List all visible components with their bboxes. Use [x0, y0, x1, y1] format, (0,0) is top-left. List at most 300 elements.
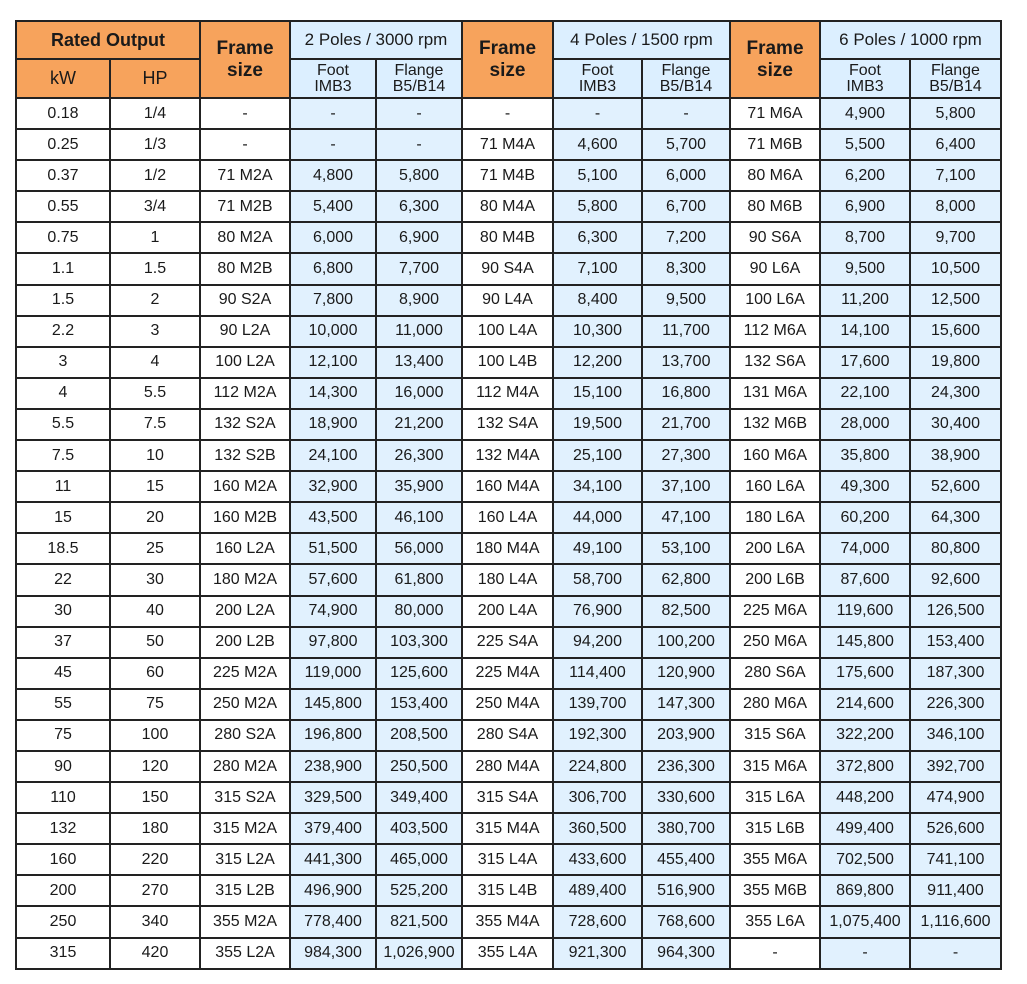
- cell-kw: 0.18: [16, 98, 110, 129]
- cell-foot-6p: 372,800: [820, 751, 910, 782]
- cell-foot-6p: 22,100: [820, 378, 910, 409]
- cell-hp: 30: [110, 564, 200, 595]
- table-row: [16, 844, 1001, 875]
- cell-flange-2p: 1,026,900: [376, 938, 462, 969]
- cell-flange-6p: 38,900: [910, 440, 1001, 471]
- cell-frame-4p: 100 L4B: [462, 347, 553, 378]
- table-row: [16, 720, 1001, 751]
- table-row: [16, 627, 1001, 658]
- flange-label: Flange: [931, 61, 980, 79]
- cell-frame-2p: 100 L2A: [200, 347, 290, 378]
- cell-flange-6p: 9,700: [910, 222, 1001, 253]
- cell-foot-4p: 192,300: [553, 720, 642, 751]
- cell-frame-4p: 280 M4A: [462, 751, 553, 782]
- table-row: [16, 564, 1001, 595]
- cell-foot-2p: 18,900: [290, 409, 376, 440]
- cell-foot-6p: 8,700: [820, 222, 910, 253]
- cell-flange-2p: 6,900: [376, 222, 462, 253]
- cell-foot-4p: 49,100: [553, 533, 642, 564]
- foot-label: Foot: [316, 61, 349, 79]
- cell-frame-2p: 132 S2B: [200, 440, 290, 471]
- cell-frame-4p: 132 M4A: [462, 440, 553, 471]
- cell-foot-4p: 4,600: [553, 129, 642, 160]
- cell-flange-2p: 80,000: [376, 596, 462, 627]
- cell-kw: 200: [16, 875, 110, 906]
- cell-kw: 160: [16, 844, 110, 875]
- cell-frame-4p: 80 M4B: [462, 222, 553, 253]
- table-row: [16, 191, 1001, 222]
- cell-flange-2p: 21,200: [376, 409, 462, 440]
- cell-foot-4p: 7,100: [553, 253, 642, 284]
- cell-flange-6p: 80,800: [910, 533, 1001, 564]
- b5b14-label: B5/B14: [929, 77, 982, 95]
- imb3-label: IMB3: [314, 77, 352, 95]
- flange-header-6p: [910, 59, 1001, 98]
- table-row: [16, 253, 1001, 284]
- cell-foot-2p: 51,500: [290, 533, 376, 564]
- cell-kw: 1.5: [16, 285, 110, 316]
- cell-hp: 2: [110, 285, 200, 316]
- cell-flange-6p: 226,300: [910, 689, 1001, 720]
- cell-foot-2p: 329,500: [290, 782, 376, 813]
- cell-foot-2p: 14,300: [290, 378, 376, 409]
- table-row: [16, 782, 1001, 813]
- cell-frame-2p: 160 M2B: [200, 502, 290, 533]
- cell-flange-6p: 526,600: [910, 813, 1001, 844]
- cell-frame-4p: 280 S4A: [462, 720, 553, 751]
- cell-frame-2p: 355 L2A: [200, 938, 290, 969]
- cell-kw: 22: [16, 564, 110, 595]
- cell-kw: 30: [16, 596, 110, 627]
- cell-frame-4p: 315 M4A: [462, 813, 553, 844]
- cell-flange-4p: 47,100: [642, 502, 730, 533]
- cell-frame-2p: 225 M2A: [200, 658, 290, 689]
- imb3-label: IMB3: [578, 77, 617, 95]
- cell-flange-4p: 6,000: [642, 160, 730, 191]
- cell-foot-6p: 214,600: [820, 689, 910, 720]
- table-row: [16, 751, 1001, 782]
- cell-frame-6p: 71 M6A: [730, 98, 820, 129]
- cell-frame-2p: 355 M2A: [200, 906, 290, 937]
- cell-flange-2p: 7,700: [376, 253, 462, 284]
- cell-flange-4p: 62,800: [642, 564, 730, 595]
- cell-foot-4p: 728,600: [553, 906, 642, 937]
- cell-foot-2p: 4,800: [290, 160, 376, 191]
- cell-foot-6p: 1,075,400: [820, 906, 910, 937]
- cell-foot-6p: 17,600: [820, 347, 910, 378]
- cell-frame-4p: 160 L4A: [462, 502, 553, 533]
- cell-frame-2p: 80 M2A: [200, 222, 290, 253]
- cell-frame-4p: 160 M4A: [462, 471, 553, 502]
- cell-frame-6p: 160 L6A: [730, 471, 820, 502]
- cell-kw: 315: [16, 938, 110, 969]
- cell-frame-6p: 160 M6A: [730, 440, 820, 471]
- cell-flange-6p: 12,500: [910, 285, 1001, 316]
- cell-foot-4p: 360,500: [553, 813, 642, 844]
- cell-kw: 7.5: [16, 440, 110, 471]
- cell-frame-6p: 90 L6A: [730, 253, 820, 284]
- cell-frame-6p: 112 M6A: [730, 316, 820, 347]
- cell-frame-4p: 315 L4B: [462, 875, 553, 906]
- table-row: [16, 222, 1001, 253]
- cell-frame-4p: 100 L4A: [462, 316, 553, 347]
- cell-flange-6p: 30,400: [910, 409, 1001, 440]
- cell-foot-2p: 5,400: [290, 191, 376, 222]
- cell-kw: 0.75: [16, 222, 110, 253]
- cell-foot-2p: 32,900: [290, 471, 376, 502]
- cell-flange-4p: 9,500: [642, 285, 730, 316]
- cell-frame-6p: -: [730, 938, 820, 969]
- cell-foot-2p: -: [290, 98, 376, 129]
- cell-flange-2p: 349,400: [376, 782, 462, 813]
- table-row: [16, 98, 1001, 129]
- hp-header: HP: [110, 59, 200, 98]
- table-body: [16, 98, 1001, 969]
- cell-flange-6p: -: [910, 938, 1001, 969]
- cell-flange-4p: 147,300: [642, 689, 730, 720]
- cell-frame-4p: 112 M4A: [462, 378, 553, 409]
- cell-frame-6p: 132 M6B: [730, 409, 820, 440]
- cell-foot-2p: 379,400: [290, 813, 376, 844]
- cell-flange-2p: 208,500: [376, 720, 462, 751]
- table-row: [16, 471, 1001, 502]
- b5b14-label: B5/B14: [659, 77, 713, 95]
- imb3-label: IMB3: [846, 77, 884, 95]
- table-row: [16, 440, 1001, 471]
- kw-header: kW: [16, 59, 110, 98]
- cell-foot-6p: 9,500: [820, 253, 910, 284]
- cell-hp: 150: [110, 782, 200, 813]
- table-row: [16, 689, 1001, 720]
- cell-frame-2p: 112 M2A: [200, 378, 290, 409]
- cell-flange-2p: 821,500: [376, 906, 462, 937]
- cell-flange-2p: 153,400: [376, 689, 462, 720]
- cell-hp: 1.5: [110, 253, 200, 284]
- cell-frame-2p: 200 L2A: [200, 596, 290, 627]
- cell-foot-2p: 7,800: [290, 285, 376, 316]
- cell-foot-2p: 6,800: [290, 253, 376, 284]
- table-row: [16, 658, 1001, 689]
- cell-frame-6p: 200 L6B: [730, 564, 820, 595]
- cell-foot-2p: 238,900: [290, 751, 376, 782]
- cell-hp: 1/3: [110, 129, 200, 160]
- cell-frame-2p: 80 M2B: [200, 253, 290, 284]
- cell-foot-6p: 6,200: [820, 160, 910, 191]
- cell-frame-2p: 180 M2A: [200, 564, 290, 595]
- cell-foot-4p: 15,100: [553, 378, 642, 409]
- cell-foot-2p: 196,800: [290, 720, 376, 751]
- cell-flange-6p: 187,300: [910, 658, 1001, 689]
- cell-flange-4p: 7,200: [642, 222, 730, 253]
- cell-kw: 250: [16, 906, 110, 937]
- table-row: [16, 378, 1001, 409]
- price-table-container: [15, 20, 1002, 970]
- cell-kw: 2.2: [16, 316, 110, 347]
- size-label: size: [489, 59, 526, 81]
- cell-frame-6p: 80 M6B: [730, 191, 820, 222]
- cell-hp: 180: [110, 813, 200, 844]
- cell-foot-4p: 76,900: [553, 596, 642, 627]
- cell-flange-6p: 6,400: [910, 129, 1001, 160]
- cell-hp: 5.5: [110, 378, 200, 409]
- cell-flange-4p: 82,500: [642, 596, 730, 627]
- cell-foot-4p: 58,700: [553, 564, 642, 595]
- cell-frame-6p: 280 S6A: [730, 658, 820, 689]
- cell-foot-4p: 34,100: [553, 471, 642, 502]
- cell-flange-4p: 120,900: [642, 658, 730, 689]
- cell-kw: 90: [16, 751, 110, 782]
- cell-flange-2p: 250,500: [376, 751, 462, 782]
- frame-label: Frame: [216, 37, 274, 59]
- cell-foot-2p: 496,900: [290, 875, 376, 906]
- cell-flange-4p: 5,700: [642, 129, 730, 160]
- poles-2-header: 2 Poles / 3000 rpm: [290, 21, 462, 59]
- cell-flange-2p: -: [376, 129, 462, 160]
- cell-flange-6p: 392,700: [910, 751, 1001, 782]
- cell-frame-2p: -: [200, 129, 290, 160]
- flange-label: Flange: [394, 61, 444, 79]
- cell-foot-6p: 6,900: [820, 191, 910, 222]
- cell-foot-2p: 119,000: [290, 658, 376, 689]
- poles-6-header: 6 Poles / 1000 rpm: [820, 21, 1001, 59]
- cell-flange-4p: 16,800: [642, 378, 730, 409]
- cell-hp: 60: [110, 658, 200, 689]
- cell-flange-6p: 911,400: [910, 875, 1001, 906]
- cell-frame-4p: 200 L4A: [462, 596, 553, 627]
- cell-flange-6p: 19,800: [910, 347, 1001, 378]
- cell-flange-6p: 8,000: [910, 191, 1001, 222]
- cell-foot-6p: 14,100: [820, 316, 910, 347]
- cell-flange-6p: 15,600: [910, 316, 1001, 347]
- cell-hp: 120: [110, 751, 200, 782]
- table-row: [16, 533, 1001, 564]
- cell-flange-6p: 126,500: [910, 596, 1001, 627]
- cell-foot-2p: 57,600: [290, 564, 376, 595]
- cell-foot-4p: 12,200: [553, 347, 642, 378]
- cell-flange-4p: 768,600: [642, 906, 730, 937]
- cell-foot-6p: 702,500: [820, 844, 910, 875]
- motor-price-table: [15, 20, 1002, 970]
- cell-flange-2p: 8,900: [376, 285, 462, 316]
- cell-frame-2p: 315 S2A: [200, 782, 290, 813]
- cell-foot-4p: 921,300: [553, 938, 642, 969]
- cell-foot-4p: 224,800: [553, 751, 642, 782]
- cell-frame-2p: 160 L2A: [200, 533, 290, 564]
- cell-hp: 3: [110, 316, 200, 347]
- cell-frame-2p: 71 M2A: [200, 160, 290, 191]
- cell-kw: 11: [16, 471, 110, 502]
- cell-frame-4p: 355 L4A: [462, 938, 553, 969]
- cell-frame-6p: 90 S6A: [730, 222, 820, 253]
- cell-frame-6p: 315 M6A: [730, 751, 820, 782]
- cell-frame-2p: 90 L2A: [200, 316, 290, 347]
- cell-foot-2p: -: [290, 129, 376, 160]
- cell-foot-6p: 60,200: [820, 502, 910, 533]
- table-row: [16, 347, 1001, 378]
- cell-hp: 270: [110, 875, 200, 906]
- cell-flange-4p: 6,700: [642, 191, 730, 222]
- cell-flange-4p: 53,100: [642, 533, 730, 564]
- cell-hp: 1/2: [110, 160, 200, 191]
- cell-hp: 4: [110, 347, 200, 378]
- cell-foot-6p: 869,800: [820, 875, 910, 906]
- cell-frame-6p: 80 M6A: [730, 160, 820, 191]
- table-row: [16, 316, 1001, 347]
- cell-frame-6p: 280 M6A: [730, 689, 820, 720]
- cell-flange-4p: 100,200: [642, 627, 730, 658]
- cell-flange-2p: 5,800: [376, 160, 462, 191]
- cell-frame-6p: 200 L6A: [730, 533, 820, 564]
- cell-frame-2p: 280 S2A: [200, 720, 290, 751]
- cell-flange-4p: 27,300: [642, 440, 730, 471]
- cell-foot-4p: 489,400: [553, 875, 642, 906]
- cell-kw: 1.1: [16, 253, 110, 284]
- table-row: [16, 409, 1001, 440]
- cell-kw: 15: [16, 502, 110, 533]
- frame-label: Frame: [746, 37, 804, 59]
- rated-output-header: Rated Output: [16, 21, 200, 59]
- cell-kw: 75: [16, 720, 110, 751]
- cell-frame-6p: 100 L6A: [730, 285, 820, 316]
- cell-flange-6p: 153,400: [910, 627, 1001, 658]
- cell-frame-4p: 250 M4A: [462, 689, 553, 720]
- cell-hp: 40: [110, 596, 200, 627]
- cell-foot-6p: 74,000: [820, 533, 910, 564]
- cell-hp: 1/4: [110, 98, 200, 129]
- cell-foot-4p: 25,100: [553, 440, 642, 471]
- cell-foot-4p: 5,800: [553, 191, 642, 222]
- cell-frame-6p: 131 M6A: [730, 378, 820, 409]
- cell-foot-4p: 5,100: [553, 160, 642, 191]
- cell-flange-4p: 11,700: [642, 316, 730, 347]
- cell-foot-4p: 6,300: [553, 222, 642, 253]
- table-row: [16, 906, 1001, 937]
- cell-hp: 15: [110, 471, 200, 502]
- cell-foot-6p: 175,600: [820, 658, 910, 689]
- table-header: [16, 21, 1001, 98]
- cell-hp: 75: [110, 689, 200, 720]
- cell-foot-4p: 10,300: [553, 316, 642, 347]
- cell-flange-4p: 516,900: [642, 875, 730, 906]
- table-row: [16, 596, 1001, 627]
- cell-flange-6p: 92,600: [910, 564, 1001, 595]
- cell-kw: 3: [16, 347, 110, 378]
- cell-kw: 110: [16, 782, 110, 813]
- size-label: size: [227, 59, 263, 81]
- cell-flange-4p: 455,400: [642, 844, 730, 875]
- cell-frame-2p: 200 L2B: [200, 627, 290, 658]
- cell-frame-6p: 225 M6A: [730, 596, 820, 627]
- cell-kw: 0.37: [16, 160, 110, 191]
- cell-frame-6p: 250 M6A: [730, 627, 820, 658]
- cell-frame-4p: 355 M4A: [462, 906, 553, 937]
- cell-frame-2p: 90 S2A: [200, 285, 290, 316]
- table-row: [16, 813, 1001, 844]
- table-row: [16, 285, 1001, 316]
- cell-hp: 220: [110, 844, 200, 875]
- cell-foot-2p: 145,800: [290, 689, 376, 720]
- cell-hp: 3/4: [110, 191, 200, 222]
- cell-frame-2p: 132 S2A: [200, 409, 290, 440]
- foot-header-2p: [290, 59, 376, 98]
- table-row: [16, 160, 1001, 191]
- cell-kw: 5.5: [16, 409, 110, 440]
- cell-flange-2p: 26,300: [376, 440, 462, 471]
- b5b14-label: B5/B14: [392, 77, 446, 95]
- cell-flange-2p: 525,200: [376, 875, 462, 906]
- cell-foot-6p: -: [820, 938, 910, 969]
- cell-hp: 420: [110, 938, 200, 969]
- frame-label: Frame: [478, 37, 537, 59]
- frame-size-header-4p: [462, 21, 553, 98]
- cell-flange-2p: 16,000: [376, 378, 462, 409]
- cell-flange-6p: 741,100: [910, 844, 1001, 875]
- cell-flange-2p: 56,000: [376, 533, 462, 564]
- cell-flange-2p: 61,800: [376, 564, 462, 595]
- cell-flange-6p: 52,600: [910, 471, 1001, 502]
- cell-frame-2p: 160 M2A: [200, 471, 290, 502]
- cell-flange-2p: 103,300: [376, 627, 462, 658]
- foot-header-4p: [553, 59, 642, 98]
- cell-frame-4p: 180 L4A: [462, 564, 553, 595]
- foot-header-6p: [820, 59, 910, 98]
- cell-frame-4p: 90 S4A: [462, 253, 553, 284]
- cell-frame-6p: 315 L6B: [730, 813, 820, 844]
- cell-flange-4p: 236,300: [642, 751, 730, 782]
- cell-frame-4p: 132 S4A: [462, 409, 553, 440]
- cell-flange-6p: 474,900: [910, 782, 1001, 813]
- flange-label: Flange: [661, 61, 711, 79]
- cell-foot-6p: 49,300: [820, 471, 910, 502]
- size-label: size: [757, 59, 793, 81]
- flange-header-2p: [376, 59, 462, 98]
- cell-hp: 10: [110, 440, 200, 471]
- cell-frame-2p: 280 M2A: [200, 751, 290, 782]
- cell-flange-4p: 380,700: [642, 813, 730, 844]
- cell-foot-4p: 306,700: [553, 782, 642, 813]
- cell-foot-6p: 5,500: [820, 129, 910, 160]
- cell-kw: 132: [16, 813, 110, 844]
- cell-frame-2p: 315 L2B: [200, 875, 290, 906]
- cell-flange-2p: 13,400: [376, 347, 462, 378]
- frame-size-header-2p: [200, 21, 290, 98]
- cell-foot-2p: 24,100: [290, 440, 376, 471]
- cell-flange-4p: 203,900: [642, 720, 730, 751]
- cell-hp: 100: [110, 720, 200, 751]
- cell-kw: 37: [16, 627, 110, 658]
- cell-foot-6p: 448,200: [820, 782, 910, 813]
- cell-flange-2p: -: [376, 98, 462, 129]
- cell-frame-6p: 355 L6A: [730, 906, 820, 937]
- table-row: [16, 502, 1001, 533]
- cell-foot-2p: 74,900: [290, 596, 376, 627]
- cell-flange-6p: 346,100: [910, 720, 1001, 751]
- cell-frame-2p: 315 L2A: [200, 844, 290, 875]
- cell-frame-4p: -: [462, 98, 553, 129]
- cell-flange-4p: -: [642, 98, 730, 129]
- cell-flange-6p: 10,500: [910, 253, 1001, 284]
- cell-foot-2p: 43,500: [290, 502, 376, 533]
- cell-foot-6p: 87,600: [820, 564, 910, 595]
- cell-kw: 18.5: [16, 533, 110, 564]
- cell-foot-6p: 499,400: [820, 813, 910, 844]
- cell-flange-2p: 6,300: [376, 191, 462, 222]
- cell-foot-4p: 8,400: [553, 285, 642, 316]
- cell-flange-2p: 403,500: [376, 813, 462, 844]
- cell-kw: 55: [16, 689, 110, 720]
- cell-flange-6p: 5,800: [910, 98, 1001, 129]
- cell-frame-4p: 71 M4B: [462, 160, 553, 191]
